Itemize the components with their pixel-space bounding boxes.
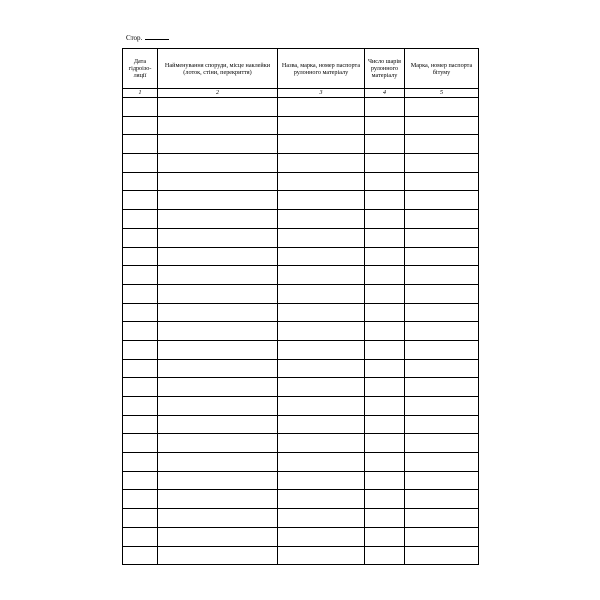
table-row — [123, 247, 479, 266]
table-cell[interactable] — [278, 415, 365, 434]
table-cell[interactable] — [123, 284, 158, 303]
table-cell[interactable] — [365, 453, 405, 472]
table-cell[interactable] — [365, 210, 405, 229]
table-row — [123, 172, 479, 191]
table-cell[interactable] — [123, 471, 158, 490]
table-row — [123, 434, 479, 453]
table-row — [123, 471, 479, 490]
table-cell[interactable] — [158, 135, 278, 154]
table-cell[interactable] — [123, 434, 158, 453]
table-cell[interactable] — [278, 359, 365, 378]
table-row — [123, 284, 479, 303]
table-cell[interactable] — [405, 359, 479, 378]
table-cell[interactable] — [365, 378, 405, 397]
table-cell[interactable] — [278, 191, 365, 210]
table-cell[interactable] — [278, 546, 365, 565]
header-bitumen: Марка, номер паспорта бітуму — [405, 49, 479, 89]
table-cell[interactable] — [123, 210, 158, 229]
table-cell[interactable] — [365, 191, 405, 210]
table-row — [123, 266, 479, 285]
table-cell[interactable] — [158, 546, 278, 565]
table-cell[interactable] — [278, 303, 365, 322]
table-row — [123, 527, 479, 546]
table-cell[interactable] — [405, 266, 479, 285]
table-cell[interactable] — [405, 397, 479, 416]
table-cell[interactable] — [405, 527, 479, 546]
table-cell[interactable] — [158, 266, 278, 285]
table-cell[interactable] — [278, 284, 365, 303]
table-cell[interactable] — [278, 322, 365, 341]
table-cell[interactable] — [365, 434, 405, 453]
table-row — [123, 210, 479, 229]
table-cell[interactable] — [158, 191, 278, 210]
table-cell[interactable] — [278, 266, 365, 285]
table-cell[interactable] — [365, 116, 405, 135]
table-cell[interactable] — [365, 98, 405, 117]
table-cell[interactable] — [158, 453, 278, 472]
table-cell[interactable] — [405, 509, 479, 528]
column-number: 5 — [405, 89, 479, 98]
column-number: 2 — [158, 89, 278, 98]
table-cell[interactable] — [365, 359, 405, 378]
table-row — [123, 453, 479, 472]
table-cell[interactable] — [278, 434, 365, 453]
table-cell[interactable] — [405, 191, 479, 210]
table-cell[interactable] — [123, 154, 158, 173]
table-cell[interactable] — [123, 98, 158, 117]
table-cell[interactable] — [158, 397, 278, 416]
table-cell[interactable] — [278, 378, 365, 397]
table-cell[interactable] — [365, 135, 405, 154]
table-row — [123, 340, 479, 359]
table-cell[interactable] — [405, 116, 479, 135]
table-cell[interactable] — [158, 284, 278, 303]
table-cell[interactable] — [405, 98, 479, 117]
table-cell[interactable] — [405, 340, 479, 359]
table-cell[interactable] — [405, 210, 479, 229]
table-cell[interactable] — [405, 284, 479, 303]
journal-table — [122, 48, 479, 565]
table-cell[interactable] — [278, 527, 365, 546]
table-cell[interactable] — [278, 116, 365, 135]
table-cell[interactable] — [365, 154, 405, 173]
table-cell[interactable] — [278, 340, 365, 359]
table-cell[interactable] — [405, 546, 479, 565]
table-cell[interactable] — [158, 116, 278, 135]
table-row — [123, 98, 479, 117]
table-cell[interactable] — [365, 471, 405, 490]
table-cell[interactable] — [405, 415, 479, 434]
table-cell[interactable] — [365, 266, 405, 285]
column-number: 1 — [123, 89, 158, 98]
table-cell[interactable] — [365, 509, 405, 528]
table-cell[interactable] — [158, 340, 278, 359]
table-cell[interactable] — [405, 135, 479, 154]
table-cell[interactable] — [123, 266, 158, 285]
table-row — [123, 322, 479, 341]
table-cell[interactable] — [158, 415, 278, 434]
table-cell[interactable] — [278, 397, 365, 416]
header-material: Назва, марка, номер паспорта рулонного матеріалу — [278, 49, 365, 89]
table-cell[interactable] — [365, 322, 405, 341]
header-row — [123, 49, 479, 89]
column-number-row — [123, 89, 479, 98]
table-cell[interactable] — [123, 303, 158, 322]
table-cell[interactable] — [158, 527, 278, 546]
header-structure: Найменування споруди, місце наклейки (лоток, стіни, перекриття) — [158, 49, 278, 89]
table-cell[interactable] — [158, 509, 278, 528]
table-cell[interactable] — [123, 322, 158, 341]
table-cell[interactable] — [123, 191, 158, 210]
table-cell[interactable] — [123, 453, 158, 472]
header-date: Дата гідроізо-ляції — [123, 49, 158, 89]
table-cell[interactable] — [278, 247, 365, 266]
table-cell[interactable] — [365, 172, 405, 191]
table-cell[interactable] — [158, 378, 278, 397]
page-label-text: Стор. — [126, 34, 143, 42]
header-layers: Число шарів рулонного матеріалу — [365, 49, 405, 89]
table-cell[interactable] — [278, 154, 365, 173]
table-cell[interactable] — [278, 453, 365, 472]
table-cell[interactable] — [123, 546, 158, 565]
table-cell[interactable] — [158, 154, 278, 173]
table-row — [123, 415, 479, 434]
table-cell[interactable] — [405, 471, 479, 490]
table-cell[interactable] — [278, 471, 365, 490]
table-row — [123, 397, 479, 416]
table-cell[interactable] — [123, 397, 158, 416]
table-cell[interactable] — [158, 98, 278, 117]
table-cell[interactable] — [278, 172, 365, 191]
table-row — [123, 359, 479, 378]
table-row — [123, 191, 479, 210]
table-cell[interactable] — [365, 340, 405, 359]
table-cell[interactable] — [405, 322, 479, 341]
table-cell[interactable] — [158, 434, 278, 453]
table-cell[interactable] — [365, 303, 405, 322]
table-cell[interactable] — [405, 228, 479, 247]
table-cell[interactable] — [365, 415, 405, 434]
table-cell[interactable] — [123, 359, 158, 378]
table-row — [123, 546, 479, 565]
table-row — [123, 378, 479, 397]
table-cell[interactable] — [123, 172, 158, 191]
table-cell[interactable] — [123, 378, 158, 397]
table-cell[interactable] — [123, 228, 158, 247]
table-cell[interactable] — [158, 322, 278, 341]
table-cell[interactable] — [365, 546, 405, 565]
table-cell[interactable] — [365, 284, 405, 303]
table-cell[interactable] — [365, 397, 405, 416]
table-row — [123, 490, 479, 509]
table-cell[interactable] — [123, 509, 158, 528]
table-cell[interactable] — [123, 415, 158, 434]
table-cell[interactable] — [123, 527, 158, 546]
table-cell[interactable] — [278, 509, 365, 528]
table-cell[interactable] — [123, 490, 158, 509]
table-cell[interactable] — [405, 247, 479, 266]
table-cell[interactable] — [123, 247, 158, 266]
table-cell[interactable] — [278, 98, 365, 117]
table-cell[interactable] — [158, 490, 278, 509]
table-cell[interactable] — [123, 340, 158, 359]
page-number-label — [126, 33, 169, 42]
table-cell[interactable] — [365, 490, 405, 509]
table-cell[interactable] — [405, 172, 479, 191]
table-cell[interactable] — [405, 154, 479, 173]
table-cell[interactable] — [365, 247, 405, 266]
table-cell[interactable] — [123, 135, 158, 154]
column-number: 3 — [278, 89, 365, 98]
table-cell[interactable] — [405, 434, 479, 453]
table-cell[interactable] — [278, 228, 365, 247]
table-cell[interactable] — [278, 135, 365, 154]
table-row — [123, 303, 479, 322]
table-cell[interactable] — [158, 247, 278, 266]
table-row — [123, 135, 479, 154]
table-row — [123, 116, 479, 135]
table-cell[interactable] — [405, 490, 479, 509]
page-number-blank[interactable] — [145, 33, 169, 40]
table-cell[interactable] — [158, 471, 278, 490]
table-cell[interactable] — [365, 527, 405, 546]
table-cell[interactable] — [158, 210, 278, 229]
table-cell[interactable] — [405, 303, 479, 322]
table-cell[interactable] — [405, 378, 479, 397]
table-row — [123, 509, 479, 528]
table-row — [123, 228, 479, 247]
table-cell[interactable] — [278, 490, 365, 509]
table-cell[interactable] — [123, 116, 158, 135]
table-cell[interactable] — [158, 359, 278, 378]
table-cell[interactable] — [278, 210, 365, 229]
table-cell[interactable] — [405, 453, 479, 472]
table-cell[interactable] — [158, 228, 278, 247]
column-number: 4 — [365, 89, 405, 98]
table-cell[interactable] — [158, 172, 278, 191]
table-cell[interactable] — [158, 303, 278, 322]
table-row — [123, 154, 479, 173]
table-cell[interactable] — [365, 228, 405, 247]
